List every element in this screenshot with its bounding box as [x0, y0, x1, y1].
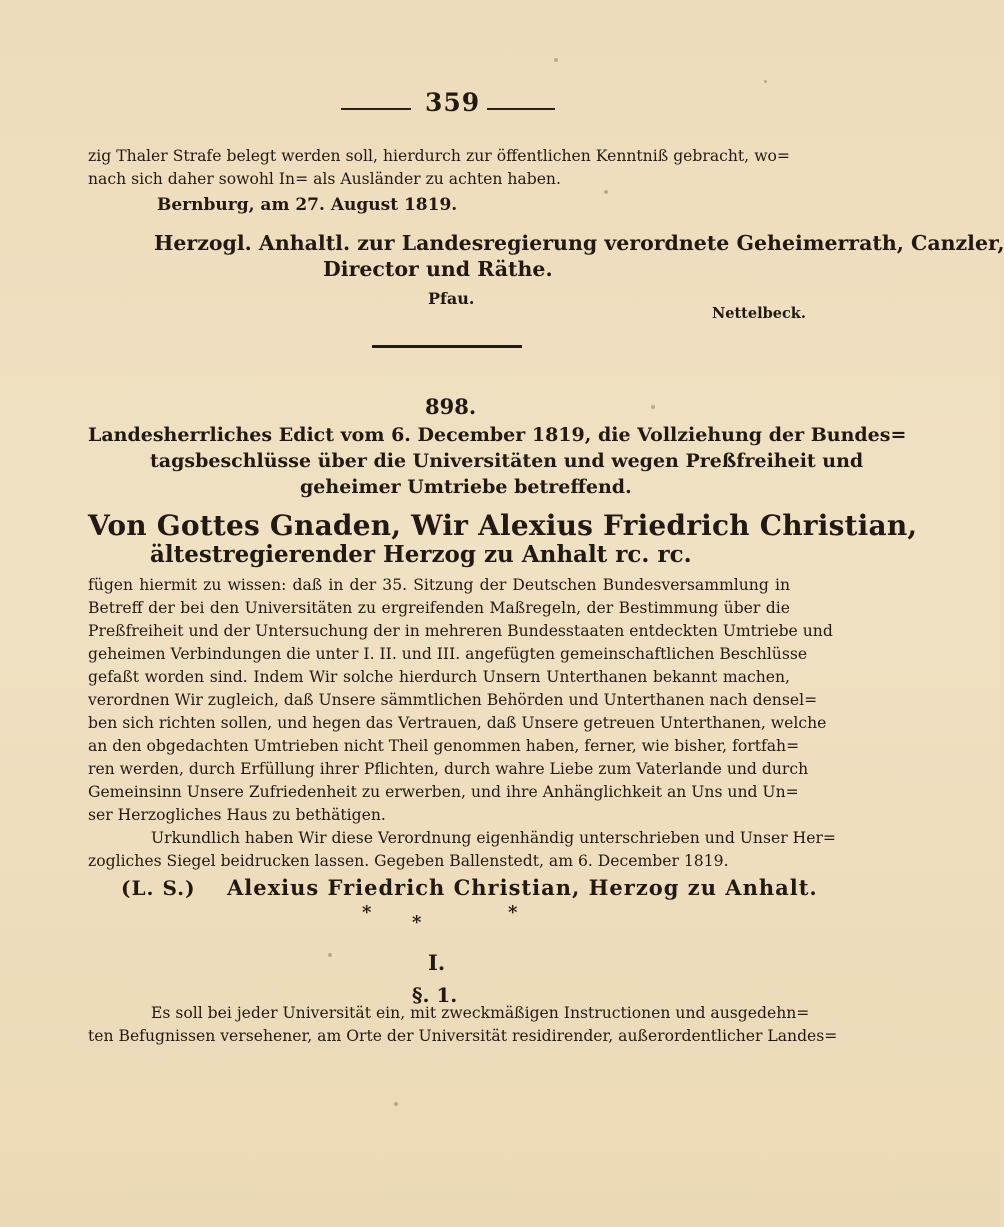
paper-speck [394, 1102, 398, 1106]
edict-body-line-6: verordnen Wir zugleich, daß Unsere sämmtlichen Behörden und Unterthanen nach densel= [88, 691, 818, 709]
place-date-line: Bernburg, am 27. August 1819. [157, 195, 458, 215]
closing-line-2: zogliches Siegel beidrucken lassen. Gegeben Ballenstedt, am 6. December 1819. [88, 852, 729, 870]
signature-pfau: Pfau. [428, 289, 475, 308]
edict-title-line-1: Landesherrliches Edict vom 6. December 1819, die Vollziehung der Bundes= [88, 424, 907, 446]
separator-star-middle: * [412, 912, 422, 933]
seal-mark: (L. S.) [121, 876, 196, 900]
paper-speck [764, 80, 767, 83]
edict-title-line-2: tagsbeschlüsse über die Universitäten und wegen Preßfreiheit und [150, 450, 864, 472]
edict-title-line-3: geheimer Umtriebe betreffend. [300, 476, 632, 498]
duke-signature: Alexius Friedrich Christian, Herzog zu Anhalt. [227, 875, 818, 900]
page-number-right-rule [487, 108, 555, 110]
top-paragraph-line-2: nach sich daher sowohl In= als Ausländer zu achten haben. [88, 170, 561, 188]
authority-line-1: Herzogl. Anhaltl. zur Landesregierung verordnete Geheimerrath, Canzler, [154, 231, 1004, 255]
paper-speck [554, 58, 558, 62]
paper-speck [328, 953, 332, 957]
section-roman-number: I. [428, 950, 446, 975]
separator-star-left: * [362, 902, 372, 923]
closing-line-1: Urkundlich haben Wir diese Verordnung eigenhändig unterschrieben und Unser Her= [151, 829, 836, 847]
grace-line-1: Von Gottes Gnaden, Wir Alexius Friedrich Christian, [88, 509, 918, 542]
page-number: 359 [425, 88, 481, 117]
section-divider-rule [372, 345, 522, 348]
section-paragraph-number: §. 1. [412, 983, 458, 1007]
edict-body-line-7: ben sich richten sollen, und hegen das Vertrauen, daß Unsere getreuen Unterthanen, welche [88, 714, 827, 732]
edict-body-line-10: Gemeinsinn Unsere Zufriedenheit zu erwerben, und ihre Anhänglichkeit an Uns und Un= [88, 783, 799, 801]
paper-speck [651, 405, 655, 409]
edict-body-line-9: ren werden, durch Erfüllung ihrer Pflichten, durch wahre Liebe zum Vaterlande und durch [88, 760, 809, 778]
edict-body-line-3: Preßfreiheit und der Untersuchung der in mehreren Bundesstaaten entdeckten Umtriebe und [88, 622, 833, 640]
edict-number: 898. [425, 394, 477, 419]
edict-body-line-1: fügen hiermit zu wissen: daß in der 35. Sitzung der Deutschen Bundesversammlung in [88, 576, 790, 594]
page-number-left-rule [341, 108, 411, 110]
separator-star-right: * [508, 902, 518, 923]
grace-line-2: ältestregierender Herzog zu Anhalt rc. rc. [150, 541, 692, 568]
top-paragraph-line-1: zig Thaler Strafe belegt werden soll, hierdurch zur öffentlichen Kenntniß gebracht, wo= [88, 147, 790, 165]
edict-body-line-11: ser Herzogliches Haus zu bethätigen. [88, 806, 386, 824]
edict-body-line-2: Betreff der bei den Universitäten zu ergreifenden Maßregeln, der Bestimmung über die [88, 599, 790, 617]
section-line-1: Es soll bei jeder Universität ein, mit zweckmäßigen Instructionen und ausgedehn= [151, 1004, 810, 1022]
edict-body-line-5: gefaßt worden sind. Indem Wir solche hierdurch Unsern Unterthanen bekannt machen, [88, 668, 790, 686]
section-line-2: ten Befugnissen versehener, am Orte der Universität residirender, außerordentlicher Landes= [88, 1027, 838, 1045]
authority-line-2: Director und Räthe. [323, 257, 553, 281]
signature-nettelbeck: Nettelbeck. [712, 305, 806, 322]
edict-body-line-8: an den obgedachten Umtrieben nicht Theil genommen haben, ferner, wie bisher, fortfah= [88, 737, 800, 755]
separator-stars [362, 902, 526, 933]
paper-speck [604, 190, 608, 194]
paper-speck [320, 247, 323, 250]
edict-body-line-4: geheimen Verbindungen die unter I. II. und III. angefügten gemeinschaftlichen Beschlüsse [88, 645, 808, 663]
